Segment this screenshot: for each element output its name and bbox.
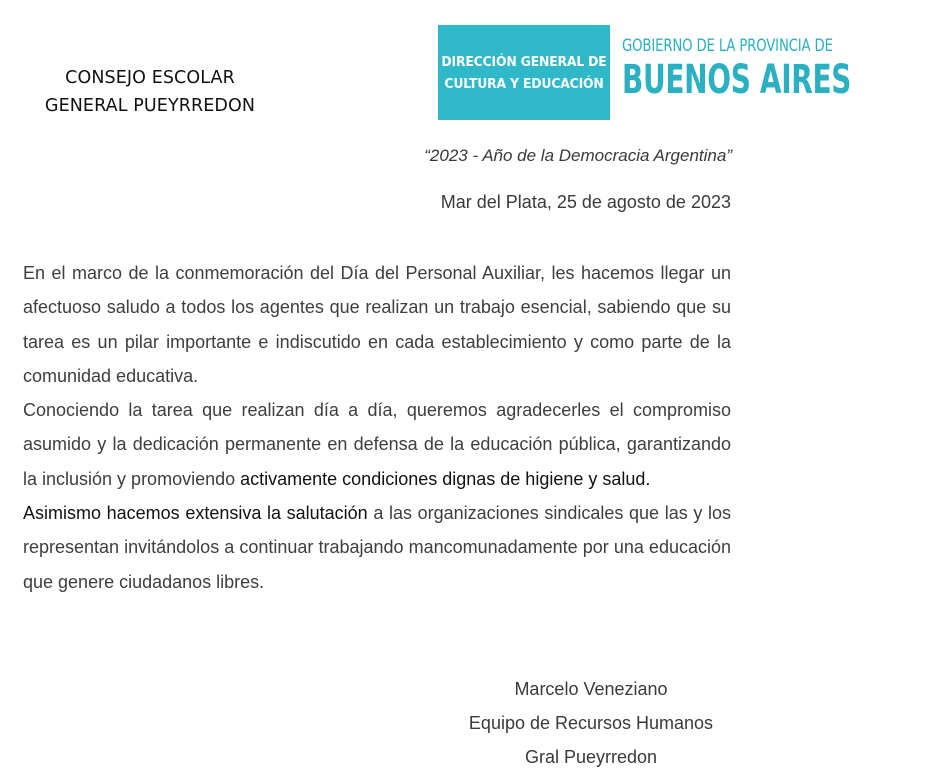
signature-block xyxy=(420,672,762,774)
paragraph-2-text: Conociendo la tarea que realizan día a día, queremos agradecerles el compromiso asumido y la dedicación permanente en defensa de la educación pública, garantizando la inclusión y promoviendo xyxy=(23,400,731,489)
council-line-1: CONSEJO ESCOLAR xyxy=(65,68,235,88)
letter-body xyxy=(23,256,731,599)
province-logo-line-2: BUENOS AIRES xyxy=(622,57,852,103)
year-motto: “2023 - Año de la Democracia Argentina” xyxy=(424,146,732,165)
signature-name: Marcelo Veneziano xyxy=(514,679,668,699)
paragraph-3 xyxy=(23,496,731,599)
dgce-logo xyxy=(438,25,610,120)
signature-place: Gral Pueyrredon xyxy=(524,747,658,767)
dgce-logo-line-1: DIRECCIÓN GENERAL DE xyxy=(441,53,607,70)
province-logo xyxy=(622,36,949,102)
paragraph-2 xyxy=(23,393,731,496)
signature-team: Equipo de Recursos Humanos xyxy=(468,713,714,733)
dgce-logo-line-2: CULTURA Y EDUCACIÓN xyxy=(444,75,604,92)
paragraph-3-text: a las organizaciones sindicales que las y los representan invitándolos a continuar trabajando mancomunadamente por una educación que genere ciudadanos libres. xyxy=(23,503,731,592)
province-logo-line-1: GOBIERNO DE LA PROVINCIA DE xyxy=(622,36,833,56)
paragraph-3-highlight: Asimismo hacemos extensiva la salutación xyxy=(23,503,368,524)
council-line-2: GENERAL PUEYRREDON xyxy=(44,96,256,116)
paragraph-2-highlight: activamente condiciones dignas de higiene y salud. xyxy=(240,468,651,489)
paragraph-1: En el marco de la conmemoración del Día del Personal Auxiliar, les hacemos llegar un afectuoso saludo a todos los agentes que realizan un trabajo esencial, sabiendo que su tarea es un pilar importante e indiscutido en cada establecimiento y como parte de la comunidad educativa. xyxy=(23,263,731,386)
council-heading xyxy=(22,64,278,120)
letter-date: Mar del Plata, 25 de agosto de 2023 xyxy=(440,192,731,212)
